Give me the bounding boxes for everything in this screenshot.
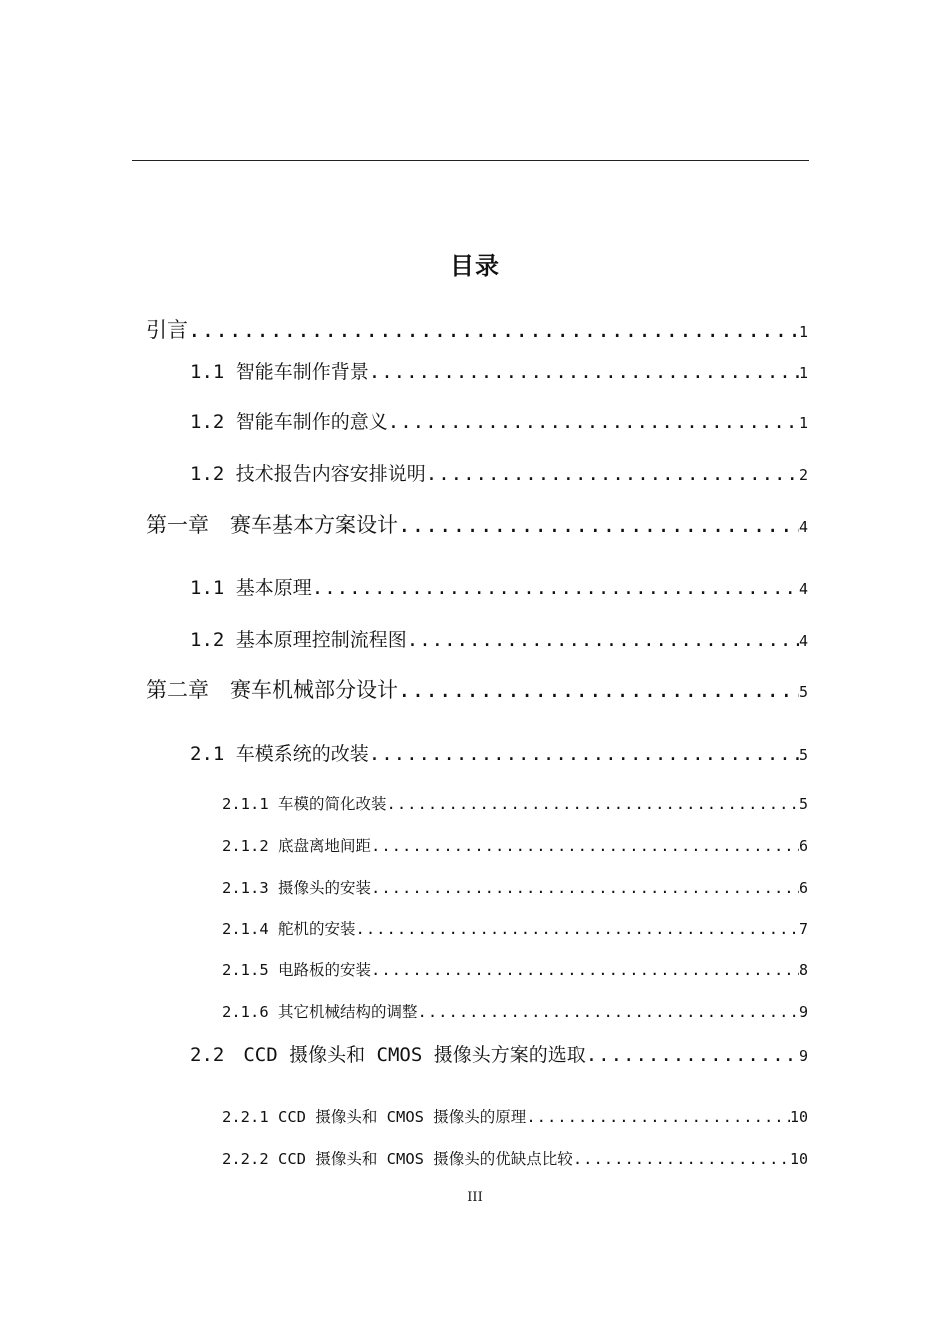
toc-entry-label: 2.1.4 舵机的安装 [222,920,356,938]
toc-entry-page: 5 [798,795,808,813]
toc-entry-label: 2.2 CCD 摄像头和 CMOS 摄像头方案的选取 [190,1044,586,1066]
toc-entry-page: 2 [798,466,808,484]
toc-entry[interactable] [190,573,808,600]
toc-entry-label: 2.1.6 其它机械结构的调整 [222,1003,418,1021]
dot-leader [426,463,799,485]
toc-entry[interactable] [146,509,808,539]
toc-entry-label: 第二章 赛车机械部分设计 [146,678,398,702]
toc-entry-label: 1.2 基本原理控制流程图 [190,629,407,651]
dot-leader [573,1150,790,1168]
toc-entry-page: 6 [798,837,808,855]
toc-entry[interactable] [222,1147,808,1169]
dot-leader [388,411,799,433]
toc-entry-page: 6 [798,879,808,897]
dot-leader [407,629,799,651]
dot-leader [371,961,799,979]
toc-entry-label: 引言 [146,318,188,342]
dot-leader [369,361,799,383]
toc-entry-label: 2.1.2 底盘离地间距 [222,837,371,855]
toc-entry[interactable] [190,1040,808,1067]
toc-entry-page: 5 [798,746,808,764]
dot-leader [312,577,799,599]
toc-entry-label: 2.1 车模系统的改装 [190,743,369,765]
dot-leader [371,879,799,897]
toc-entry-page: 8 [798,961,808,979]
toc-entry[interactable] [190,357,808,384]
toc-entry-page: 1 [798,414,808,432]
toc-entry[interactable] [222,834,808,856]
toc-entry-label: 1.1 智能车制作背景 [190,361,369,383]
toc-entry-page: 5 [798,683,808,701]
dot-leader [398,678,799,702]
toc-entry[interactable] [222,917,808,939]
toc-entry-page: 10 [789,1150,808,1168]
toc-entry-page: 4 [798,580,808,598]
dot-leader [526,1108,790,1126]
dot-leader [369,743,799,765]
toc-entry-label: 1.1 基本原理 [190,577,312,599]
toc-entry[interactable] [222,1105,808,1127]
dot-leader [586,1044,799,1066]
toc-entry[interactable] [190,625,808,652]
toc-entry[interactable] [222,792,808,814]
dot-leader [387,795,799,813]
toc-entry[interactable] [222,876,808,898]
dot-leader [418,1003,799,1021]
toc-entry[interactable] [222,958,808,980]
toc-entry-label: 2.2.2 CCD 摄像头和 CMOS 摄像头的优缺点比较 [222,1150,573,1168]
toc-entry-label: 2.2.1 CCD 摄像头和 CMOS 摄像头的原理 [222,1108,527,1126]
toc-entry-label: 2.1.1 车模的简化改装 [222,795,387,813]
toc-entry-label: 2.1.5 电路板的安装 [222,961,371,979]
toc-entry[interactable] [146,314,808,344]
page-number: III [467,1190,483,1205]
toc-entry[interactable] [190,459,808,486]
toc-title: 目录 [450,252,500,280]
toc-entry-page: 10 [789,1108,808,1126]
toc-entry[interactable] [146,674,808,704]
toc-entry-page: 7 [798,920,808,938]
dot-leader [371,837,799,855]
header-rule [132,160,809,161]
toc-entry-page: 4 [798,518,808,536]
dot-leader [398,513,799,537]
toc-entry[interactable] [190,407,808,434]
toc-entry-page: 4 [798,632,808,650]
toc-entry-page: 9 [798,1047,808,1065]
dot-leader [356,920,799,938]
toc-entry-label: 第一章 赛车基本方案设计 [146,513,398,537]
toc-entry-label: 2.1.3 摄像头的安装 [222,879,371,897]
toc-entry-page: 1 [798,364,808,382]
dot-leader [188,318,799,342]
toc-entry[interactable] [222,1000,808,1022]
toc-entry-label: 1.2 技术报告内容安排说明 [190,463,426,485]
toc-entry-page: 1 [798,323,808,341]
toc-entry[interactable] [190,739,808,766]
toc-entry-page: 9 [798,1003,808,1021]
toc-entry-label: 1.2 智能车制作的意义 [190,411,388,433]
